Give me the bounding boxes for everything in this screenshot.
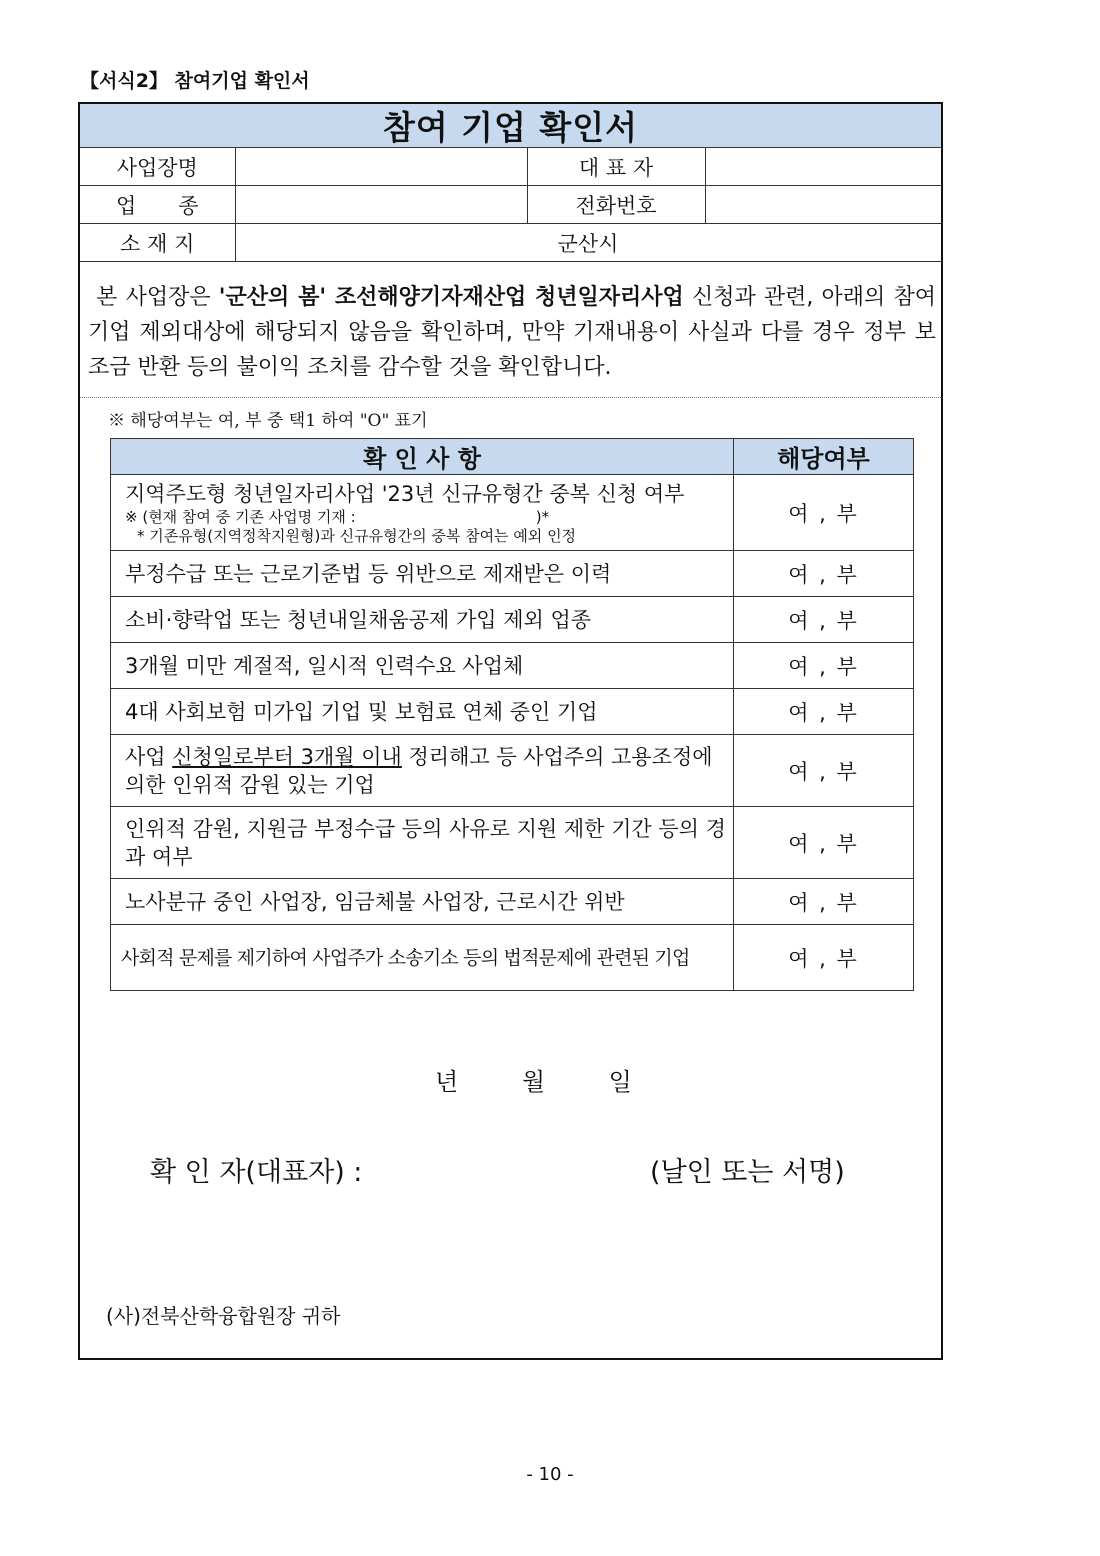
phone-field[interactable] xyxy=(705,186,941,224)
check-item-5: 4대 사회보험 미가입 기업 및 보험료 연체 중인 기업 xyxy=(111,689,734,735)
check-item-7: 인위적 감원, 지원금 부정수급 등의 사유로 지원 제한 기간 등의 경과 여부 xyxy=(111,807,734,879)
check-item-3: 소비·향락업 또는 청년내일채움공제 가입 제외 업종 xyxy=(111,597,734,643)
phone-label: 전화번호 xyxy=(527,186,705,224)
check-yn-1[interactable]: 여 , 부 xyxy=(734,475,914,551)
industry-label: 업 종 xyxy=(80,186,235,224)
business-info-table xyxy=(80,147,941,262)
check-item-1 xyxy=(111,475,734,551)
instruction-note: ※ 해당여부는 여, 부 중 택1 하여 "O" 표기 xyxy=(108,411,428,431)
check-yn-9[interactable]: 여 , 부 xyxy=(734,925,914,991)
check-yn-5[interactable]: 여 , 부 xyxy=(734,689,914,735)
check-item-4: 3개월 미만 계절적, 일시적 인력수요 사업체 xyxy=(111,643,734,689)
location-value: 군산시 xyxy=(557,231,619,256)
location-field[interactable] xyxy=(235,224,941,262)
statement-part1: 본 사업장은 xyxy=(96,285,219,310)
check-item-2: 부정수급 또는 근로기준법 등 위반으로 제재받은 이력 xyxy=(111,551,734,597)
check-item-6 xyxy=(111,735,734,807)
check-yn-8[interactable]: 여 , 부 xyxy=(734,879,914,925)
check-header-yn: 해당여부 xyxy=(734,439,914,475)
check-items-table xyxy=(110,438,914,991)
check-item-1-sub1: ※ (현재 참여 중 기존 사업명 기재 : )* xyxy=(125,507,550,526)
form-title: 참여 기업 확인서 xyxy=(80,104,941,148)
business-name-label: 사업장명 xyxy=(80,148,235,186)
seal-or-signature-label: (날인 또는 서명) xyxy=(650,1157,845,1188)
confirmation-statement xyxy=(88,280,936,385)
check-item-6-b: 정리해고 등 사업주의 고용조정에 의한 인위적 감원 있는 기업 xyxy=(125,744,713,797)
business-name-field[interactable] xyxy=(235,148,527,186)
confirmer-label: 확 인 자(대표자) : xyxy=(150,1157,363,1188)
page-number: - 10 - xyxy=(526,1464,574,1485)
check-yn-6[interactable]: 여 , 부 xyxy=(734,735,914,807)
date-line: 년 월 일 xyxy=(435,1068,632,1096)
form-label: 【서식2】 참여기업 확인서 xyxy=(80,70,310,92)
check-yn-2[interactable]: 여 , 부 xyxy=(734,551,914,597)
check-yn-4[interactable]: 여 , 부 xyxy=(734,643,914,689)
representative-field[interactable] xyxy=(705,148,941,186)
check-item-8: 노사분규 중인 사업장, 임금체불 사업장, 근로시간 위반 xyxy=(111,879,734,925)
confirmation-form xyxy=(78,102,943,1360)
industry-field[interactable] xyxy=(235,186,527,224)
check-yn-3[interactable]: 여 , 부 xyxy=(734,597,914,643)
check-header-item: 확 인 사 항 xyxy=(111,439,734,475)
addressee: (사)전북산학융합원장 귀하 xyxy=(106,1304,341,1328)
check-item-6-a: 사업 xyxy=(125,744,173,769)
statement-bold: '군산의 봄' 조선해양기자재산업 청년일자리사업 xyxy=(218,285,684,310)
check-yn-7[interactable]: 여 , 부 xyxy=(734,807,914,879)
location-label: 소 재 지 xyxy=(80,224,235,262)
check-item-6-underlined: 신청일로부터 3개월 이내 xyxy=(172,744,402,769)
dotted-divider xyxy=(80,397,941,398)
check-item-9: 사회적 문제를 제기하여 사업주가 소송기소 등의 법적문제에 관련된 기업 xyxy=(111,925,734,991)
check-item-1-main: 지역주도형 청년일자리사업 '23년 신규유형간 중복 신청 여부 xyxy=(125,481,685,506)
representative-label: 대 표 자 xyxy=(527,148,705,186)
check-item-1-sub2: * 기존유형(지역정착지원형)과 신규유형간의 중복 참여는 예외 인정 xyxy=(137,526,577,545)
statement-part2: 신청과 관련, 아래의 참여기업 제외대상에 해당되지 않음을 확인하며, 만약 기재내용이 사실과 다를 경우 정부 보조금 반환 등의 불이익 조치를 감수할 것을 확인합니다. xyxy=(88,285,936,380)
